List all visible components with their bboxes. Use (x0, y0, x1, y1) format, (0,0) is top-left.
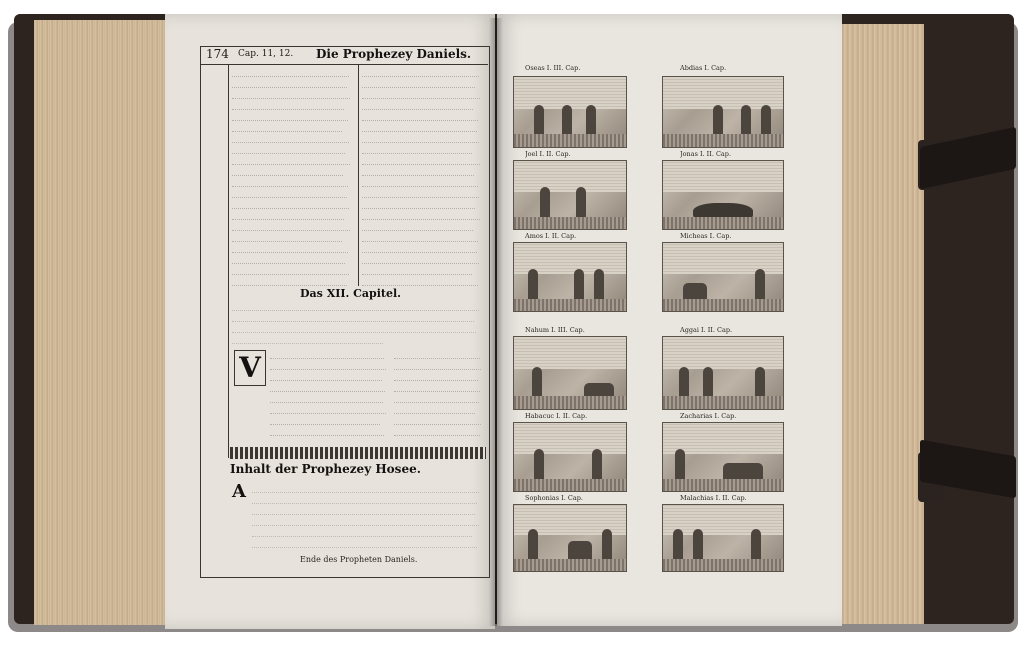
column-divider (358, 64, 359, 286)
section-initial: A (232, 481, 246, 502)
section-text (252, 482, 484, 552)
plate-caption: Nahum I. III. Cap. (525, 326, 585, 334)
chapter-reference: Cap. 11, 12. (238, 49, 294, 59)
engraving-plate (513, 160, 627, 230)
end-note: Ende des Propheten Daniels. (300, 555, 418, 564)
engraving-plate (662, 504, 784, 572)
ornamental-band (230, 447, 486, 459)
engraving-plate (513, 242, 627, 312)
engraving-plate (513, 422, 627, 492)
book-gutter (489, 18, 503, 626)
section-heading: Inhalt der Prophezey Hosee. (230, 462, 421, 476)
left-page-edges (34, 20, 184, 625)
engraving-plate (662, 76, 784, 148)
text-column-right (362, 66, 484, 286)
plate-caption: Abdias I. Cap. (680, 64, 727, 72)
engraving-plate (662, 160, 784, 230)
right-page-edges (836, 24, 924, 624)
plate-caption: Aggai I. II. Cap. (680, 326, 733, 334)
margin-notes-column (200, 64, 229, 458)
chapter-heading: Das XII. Capitel. (300, 287, 402, 300)
plate-caption: Habacuc I. II. Cap. (525, 412, 588, 420)
plate-caption: Joel I. II. Cap. (525, 150, 571, 158)
plate-caption: Oseas I. III. Cap. (525, 64, 581, 72)
page-number: 174 (206, 47, 229, 61)
chapter-summary-text (232, 300, 484, 344)
plate-caption: Zacharias I. Cap. (680, 412, 737, 420)
chapter-12-text (270, 348, 390, 444)
engraving-plate (513, 504, 627, 572)
text-column-left (232, 66, 354, 286)
plate-caption: Micheas I. Cap. (680, 232, 732, 240)
plate-caption: Malachias I. II. Cap. (680, 494, 747, 502)
plate-caption: Sophonias I. Cap. (525, 494, 583, 502)
engraving-plate (662, 422, 784, 492)
plate-caption: Jonas I. II. Cap. (680, 150, 732, 158)
chapter-12-text-cont (394, 348, 484, 444)
plate-caption: Amos I. II. Cap. (525, 232, 577, 240)
engraving-plate (513, 76, 627, 148)
engraving-plate (662, 242, 784, 312)
engraving-plate (513, 336, 627, 410)
running-title: Die Prophezey Daniels. (316, 47, 472, 61)
decorated-initial: V (234, 350, 266, 386)
engraving-plate (662, 336, 784, 410)
